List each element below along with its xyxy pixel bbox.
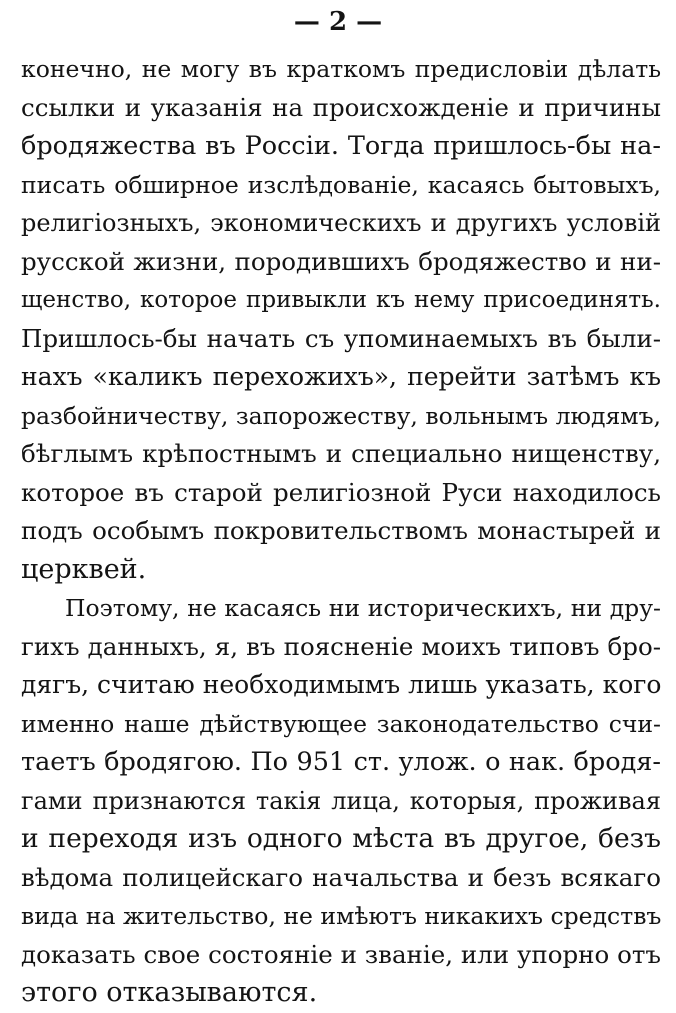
text-line: Поэтому, не касаясь ни историческихъ, ни дру- <box>65 594 661 622</box>
text-line: нахъ «каликъ перехожихъ», перейти затѣмъ къ <box>21 362 661 391</box>
text-line: бѣглымъ крѣпостнымъ и специально нищенству, <box>21 439 661 468</box>
text-line: церквей. <box>21 553 147 585</box>
text-line: именно наше дѣйствующее законодательство счи- <box>21 709 661 738</box>
page-number: — 2 — <box>293 7 383 37</box>
text-line: таетъ бродягою. По 951 ст. улож. о нак. бродя- <box>21 747 661 777</box>
text-line: вида на жительство, не имѣютъ никакихъ средствъ <box>21 902 662 930</box>
text-line: ссылки и указанія на происхожденіе и причины <box>21 92 661 122</box>
text-line: разбойничеству, запорожеству, вольнымъ людямъ, <box>21 401 661 430</box>
text-line: вѣдома полицейскаго начальства и безъ всякаго <box>21 862 661 892</box>
text-line: которое въ старой религіозной Руси находилось <box>21 477 661 507</box>
text-line: конечно, не могу въ краткомъ предисловіи дѣлать <box>21 55 661 83</box>
text-line: бродяжества въ Россіи. Тогда пришлось-бы на- <box>21 131 661 161</box>
text-line: гихъ данныхъ, я, въ поясненіе моихъ типовъ бро- <box>21 631 661 661</box>
text-line: религіозныхъ, экономическихъ и другихъ условій <box>21 209 661 237</box>
text-line: доказать свое состояніе и званіе, или упорно отъ <box>21 939 661 969</box>
text-line: гами признаются такія лица, которыя, проживая <box>21 786 661 815</box>
text-line: Пришлось-бы начать съ упоминаемыхъ въ были- <box>21 323 661 353</box>
text-line: подъ особымъ покровительствомъ монастырей и <box>21 516 661 545</box>
text-line: писать обширное изслѣдованіе, касаясь бытовыхъ, <box>21 170 661 199</box>
body-text <box>21 50 661 1013</box>
text-line: русской жизни, породившихъ бродяжество и ни- <box>21 246 661 276</box>
text-line: дягъ, считаю необходимымъ лишь указать, кого <box>21 670 662 699</box>
text-line: щенство, которое привыкли къ нему присоединять. <box>21 287 661 313</box>
text-line: этого отказываются. <box>21 977 318 1008</box>
text-line: и переходя изъ одного мѣста въ другое, безъ <box>21 823 661 854</box>
